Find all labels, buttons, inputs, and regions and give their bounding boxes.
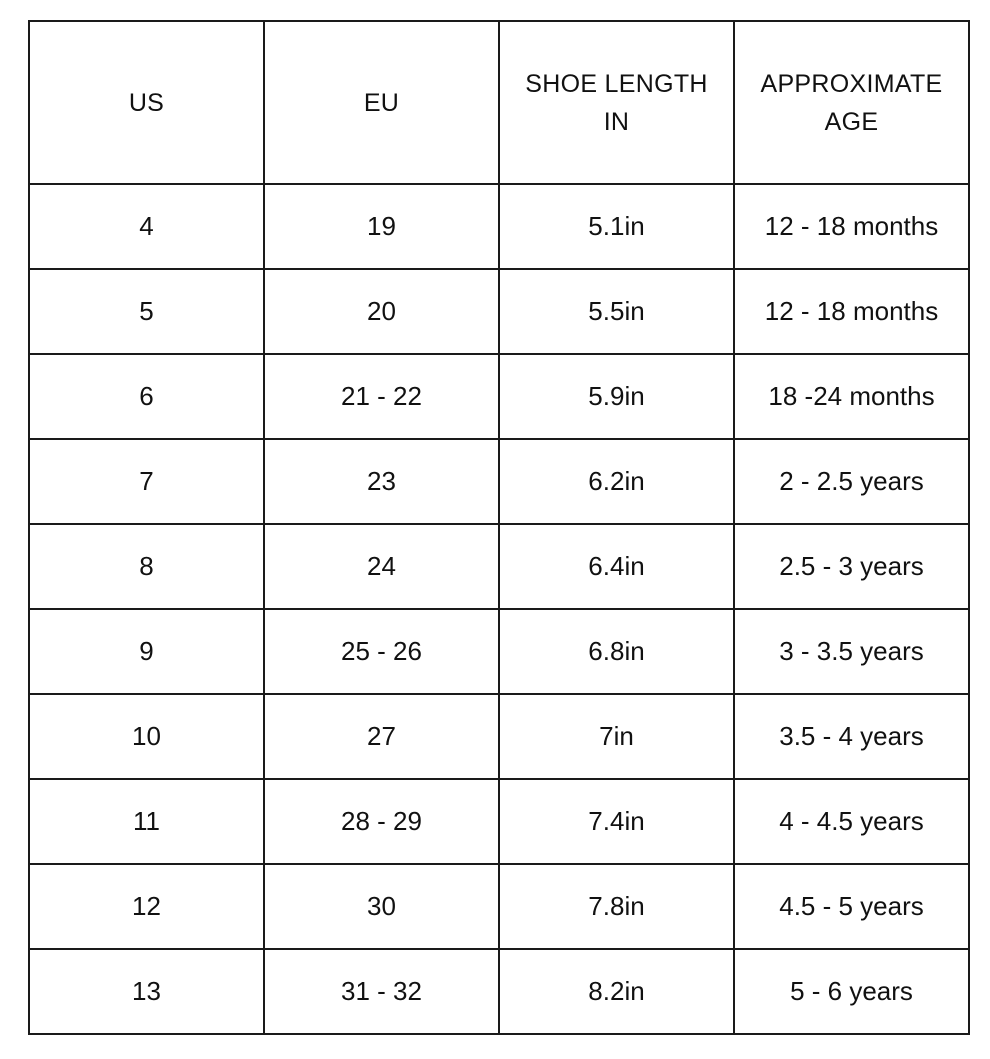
cell-eu-size: 30: [264, 864, 499, 949]
cell-shoe-length: 7in: [499, 694, 734, 779]
table-row: [29, 269, 969, 354]
cell-us-size: 7: [29, 439, 264, 524]
header-eu-line-1: EU: [363, 88, 400, 117]
cell-shoe-length: 5.9in: [499, 354, 734, 439]
cell-eu-size: 19: [264, 184, 499, 269]
cell-shoe-length: 8.2in: [499, 949, 734, 1034]
table-body: [29, 184, 969, 1034]
table-row: [29, 779, 969, 864]
header-approximate-age-line-1: APPROXIMATE: [760, 69, 943, 98]
header-eu: [264, 21, 499, 184]
cell-shoe-length: 6.4in: [499, 524, 734, 609]
cell-eu-size: 23: [264, 439, 499, 524]
cell-us-size: 4: [29, 184, 264, 269]
cell-shoe-length: 6.8in: [499, 609, 734, 694]
header-row: [29, 21, 969, 184]
cell-eu-size: 27: [264, 694, 499, 779]
cell-approximate-age: 4 - 4.5 years: [734, 779, 969, 864]
cell-us-size: 9: [29, 609, 264, 694]
header-approximate-age-line-2: AGE: [824, 107, 879, 136]
cell-approximate-age: 4.5 - 5 years: [734, 864, 969, 949]
cell-shoe-length: 7.4in: [499, 779, 734, 864]
cell-shoe-length: 5.5in: [499, 269, 734, 354]
table-row: [29, 524, 969, 609]
table-row: [29, 184, 969, 269]
header-shoe-length-line-2: IN: [603, 107, 630, 136]
table-row: [29, 354, 969, 439]
header-shoe-length: [499, 21, 734, 184]
cell-approximate-age: 18 -24 months: [734, 354, 969, 439]
cell-eu-size: 28 - 29: [264, 779, 499, 864]
cell-approximate-age: 3.5 - 4 years: [734, 694, 969, 779]
cell-shoe-length: 5.1in: [499, 184, 734, 269]
header-us: [29, 21, 264, 184]
cell-approximate-age: 3 - 3.5 years: [734, 609, 969, 694]
header-approximate-age: [734, 21, 969, 184]
cell-shoe-length: 6.2in: [499, 439, 734, 524]
cell-approximate-age: 12 - 18 months: [734, 269, 969, 354]
cell-approximate-age: 12 - 18 months: [734, 184, 969, 269]
header-us-line-1: US: [128, 88, 165, 117]
cell-us-size: 5: [29, 269, 264, 354]
cell-eu-size: 20: [264, 269, 499, 354]
cell-approximate-age: 5 - 6 years: [734, 949, 969, 1034]
cell-us-size: 11: [29, 779, 264, 864]
table-row: [29, 609, 969, 694]
table-row: [29, 439, 969, 524]
cell-us-size: 12: [29, 864, 264, 949]
cell-us-size: 6: [29, 354, 264, 439]
table-row: [29, 694, 969, 779]
cell-us-size: 13: [29, 949, 264, 1034]
cell-us-size: 10: [29, 694, 264, 779]
cell-shoe-length: 7.8in: [499, 864, 734, 949]
table-row: [29, 864, 969, 949]
cell-eu-size: 25 - 26: [264, 609, 499, 694]
cell-approximate-age: 2 - 2.5 years: [734, 439, 969, 524]
cell-eu-size: 24: [264, 524, 499, 609]
header-shoe-length-line-1: SHOE LENGTH: [525, 69, 708, 98]
table-header: [29, 21, 969, 184]
cell-approximate-age: 2.5 - 3 years: [734, 524, 969, 609]
size-chart-table: [28, 20, 970, 1035]
table-row: [29, 949, 969, 1034]
cell-eu-size: 21 - 22: [264, 354, 499, 439]
cell-us-size: 8: [29, 524, 264, 609]
cell-eu-size: 31 - 32: [264, 949, 499, 1034]
